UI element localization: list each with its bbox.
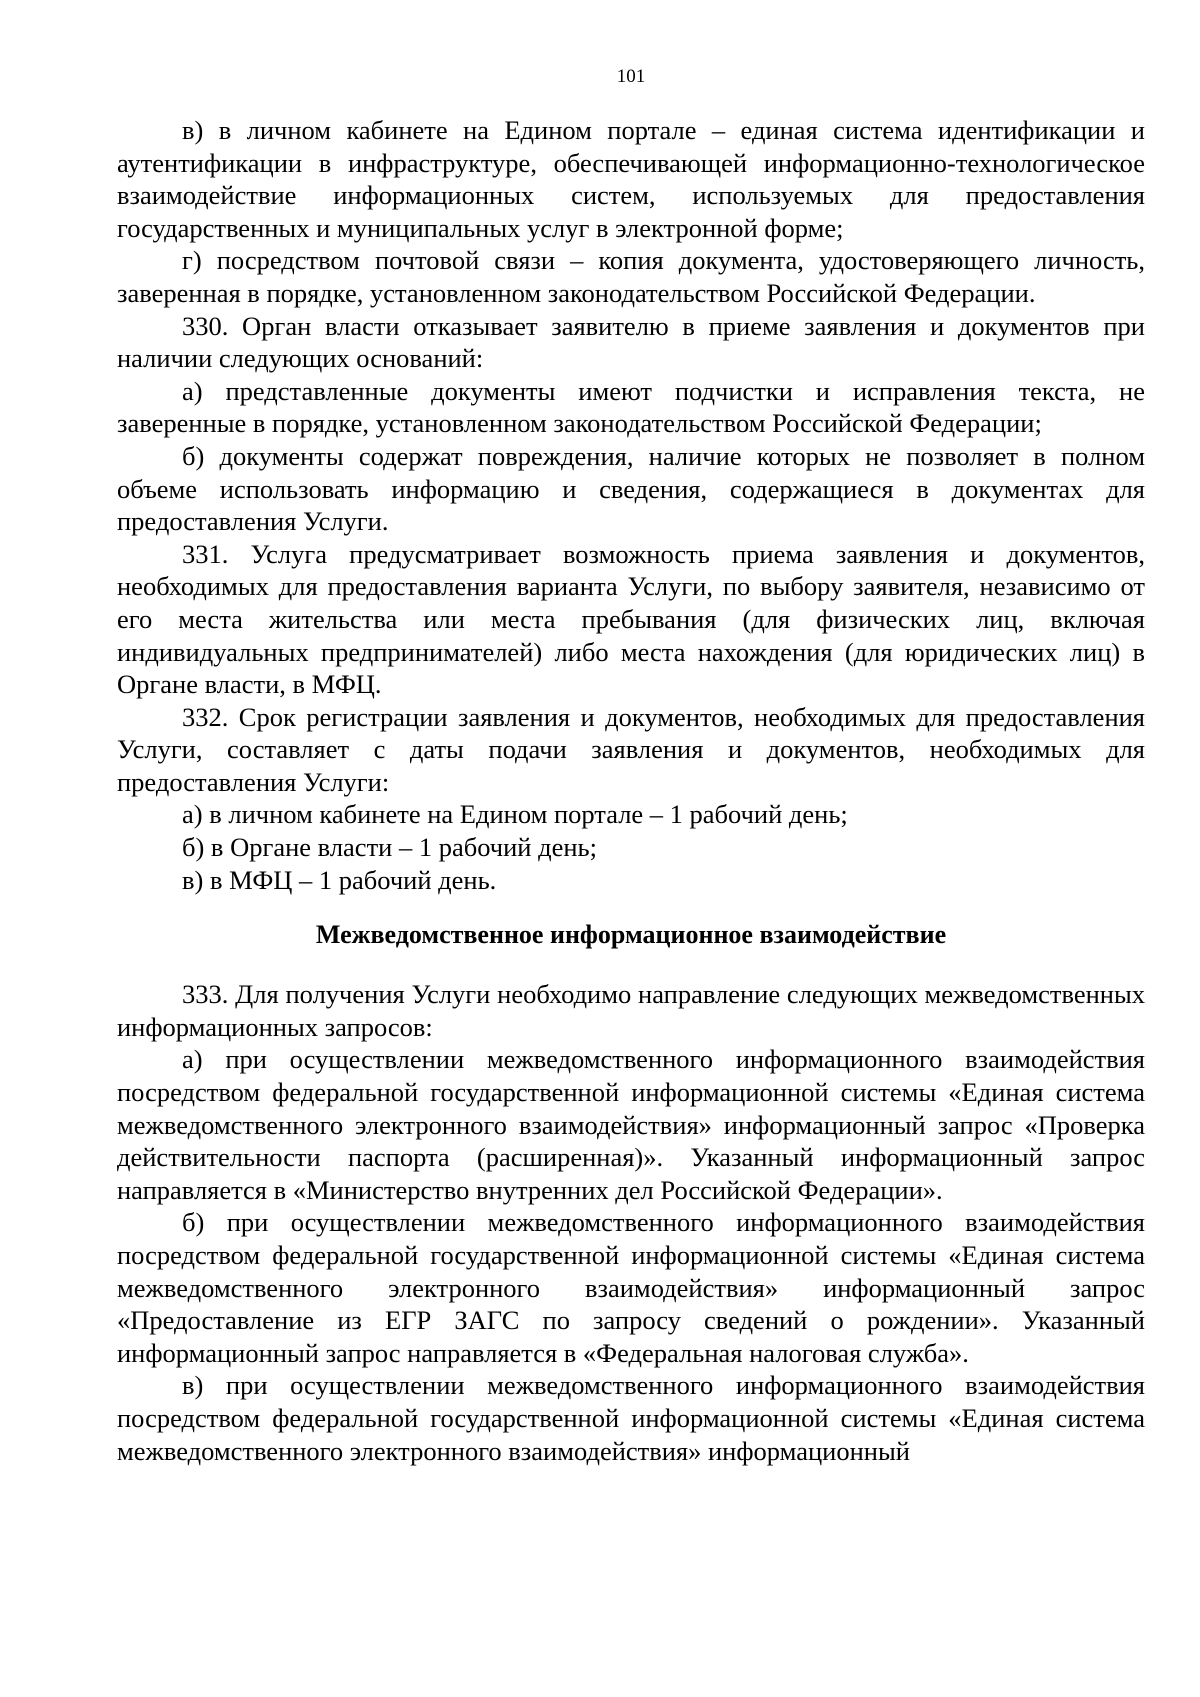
- document-page: [117, 66, 1145, 1467]
- paragraph-333-v: в) при осуществлении межведомственного информационного взаимодействия посредством федеральной государственной информационной системы «Единая система межведомственного электронного взаимодействия» информационный: [117, 1370, 1145, 1466]
- paragraph-330-a: а) представленные документы имеют подчистки и исправления текста, не заверенные в порядке, установленном законодательством Российской Федерации;: [117, 375, 1145, 439]
- page-number: 101: [616, 66, 646, 87]
- paragraph-333: 333. Для получения Услуги необходимо направление следующих межведомственных информационных запросов:: [117, 979, 1145, 1042]
- paragraph-330-b: б) документы содержат повреждения, наличие которых не позволяет в полном объеме использовать информацию и сведения, содержащиеся в документах для предоставления Услуги.: [117, 440, 1145, 537]
- section-heading: Межведомственное информационное взаимодействие: [315, 920, 947, 950]
- paragraph-330: 330. Орган власти отказывает заявителю в приеме заявления и документов при наличии следующих оснований:: [117, 310, 1145, 374]
- paragraph-333-b: б) при осуществлении межведомственного информационного взаимодействия посредством федеральной государственной информационной системы «Единая система межведомственного электронного взаимодействия» информационный запрос «Предоставление из ЕГР ЗАГС по запросу сведений о рождении». Указанный информационный запрос направляется в «Федеральная налоговая служба».: [117, 1207, 1145, 1368]
- paragraph-332: 332. Срок регистрации заявления и документов, необходимых для предоставления Услуги, составляет с даты подачи заявления и документов, необходимых для предоставления Услуги:: [117, 701, 1145, 797]
- paragraph-332-b: б) в Органе власти – 1 рабочий день;: [182, 832, 597, 863]
- paragraph-v-personal-cabinet: в) в личном кабинете на Едином портале – единая система идентификации и аутентификации в инфраструктуре, обеспечивающей информационно-технологическое взаимодействие информационных систем, используемых для предоставления государственных и муниципальных услуг в электронной форме;: [117, 115, 1145, 243]
- paragraph-g-postal: г) посредством почтовой связи – копия документа, удостоверяющего личность, заверенная в порядке, установленном законодательством Российской Федерации.: [117, 245, 1145, 308]
- paragraph-333-a: а) при осуществлении межведомственного информационного взаимодействия посредством федеральной государственной информационной системы «Единая система межведомственного электронного взаимодействия» информационный запрос «Проверка действительности паспорта (расширенная)». Указанный информационный запрос направляется в «Министерство внутренних дел Российской Федерации».: [117, 1044, 1145, 1205]
- paragraph-331: 331. Услуга предусматривает возможность приема заявления и документов, необходимых для предоставления варианта Услуги, по выбору заявителя, независимо от его места жительства или места пребывания (для физических лиц, включая индивидуальных предпринимателей) либо места нахождения (для юридических лиц) в Органе власти, в МФЦ.: [117, 538, 1145, 700]
- paragraph-332-v: в) в МФЦ – 1 рабочий день.: [182, 864, 497, 895]
- paragraph-332-a: а) в личном кабинете на Едином портале – 1 рабочий день;: [182, 799, 848, 830]
